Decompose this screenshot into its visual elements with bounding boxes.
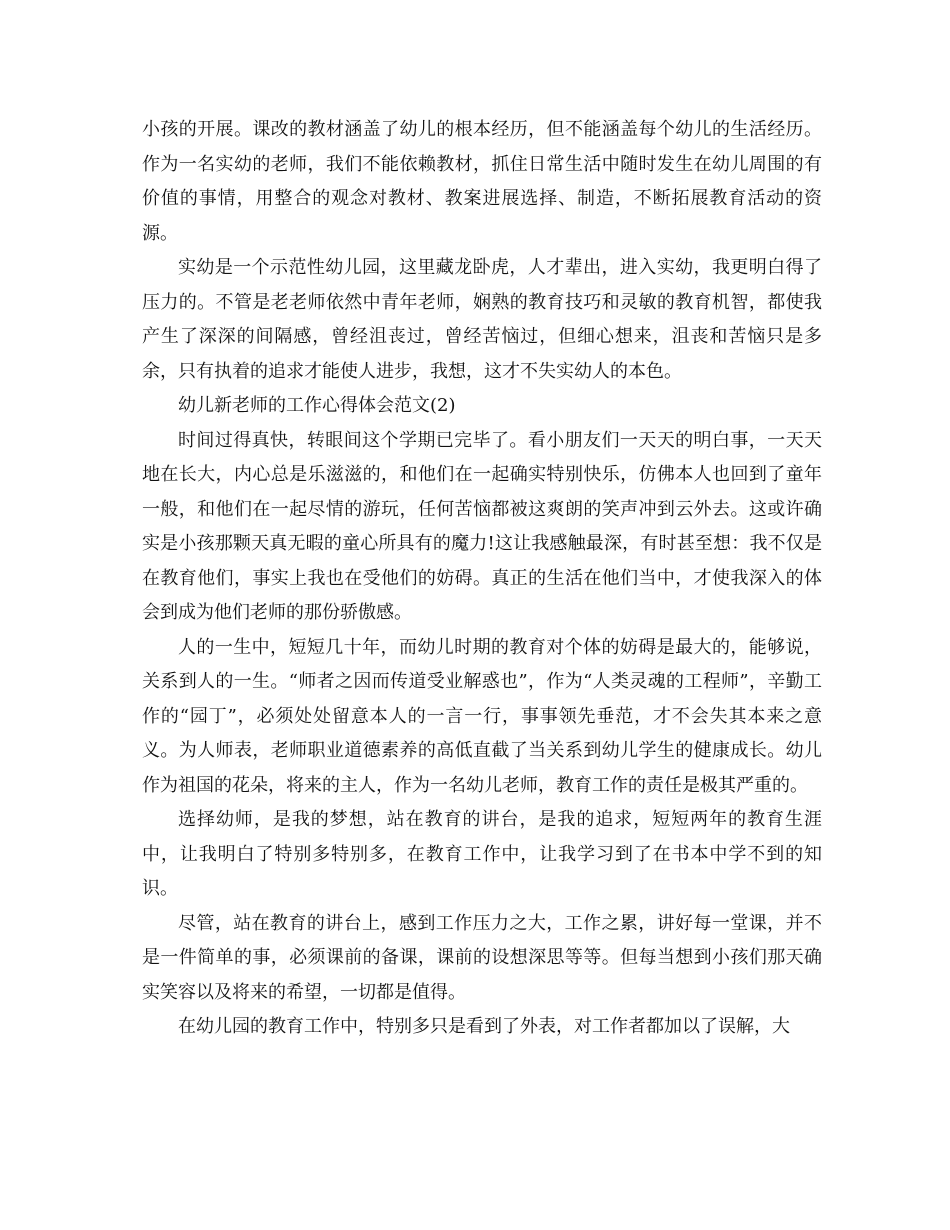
paragraph-2: 实幼是一个示范性幼儿园，这里藏龙卧虎，人才辈出，进入实幼，我更明白得了压力的。不管是老老师依然中青年老师，娴熟的教育技巧和灵敏的教育机智，都使我产生了深深的间隔感，曾经沮丧过，曾经苦恼过，但细心想来，沮丧和苦恼只是多余，只有执着的追求才能使人进步，我想，这才不失实幼人的本色。 — [142, 257, 822, 382]
paragraph-4: 人的一生中，短短几十年，而幼儿时期的教育对个体的妨碍是最大的，能够说，关系到人的一生。“师者之因而传道受业解惑也”，作为“人类灵魂的工程师”，辛勤工作的“园丁”，必须处处留意本人的一言一行，事事领先垂范，才不会失其本来之意义。为人师表，老师职业道德素养的高低直截了当关系到幼儿学生的健康成长。幼儿作为祖国的花朵，将来的主人，作为一名幼儿老师，教育工作的责任是极其严重的。 — [142, 636, 822, 796]
paragraph-5: 选择幼师，是我的梦想，站在教育的讲台，是我的追求，短短两年的教育生涯中，让我明白了特别多特别多，在教育工作中，让我学习到了在书本中学不到的知识。 — [142, 809, 822, 899]
paragraph-1: 小孩的开展。课改的教材涵盖了幼儿的根本经历，但不能涵盖每个幼儿的生活经历。作为一名实幼的老师，我们不能依赖教材，抓住日常生活中随时发生在幼儿周围的有价值的事情，用整合的观念对教材、教案进展选择、制造，不断拓展教育活动的资源。 — [142, 119, 822, 244]
paragraph-6: 尽管，站在教育的讲台上，感到工作压力之大，工作之累，讲好每一堂课，并不是一件简单的事，必须课前的备课，课前的设想深思等等。但每当想到小孩们那天确实笑容以及将来的希望，一切都是值得。 — [142, 912, 822, 1003]
paragraph-7: 在幼儿园的教育工作中，特别多只是看到了外表，对工作者都加以了误解，大 — [178, 1016, 790, 1037]
section-heading: 幼儿新老师的工作心得体会范文(2) — [178, 395, 456, 416]
document-body — [142, 113, 822, 1045]
paragraph-3: 时间过得真快，转眼间这个学期已完毕了。看小朋友们一天天的明白事，一天天地在长大，内心总是乐滋滋的，和他们在一起确实特别快乐，仿佛本人也回到了童年一般，和他们在一起尽情的游玩，任何苦恼都被这爽朗的笑声冲到云外去。这或许确实是小孩那颗天真无暇的童心所具有的魔力!这让我感触最深，有时甚至想：我不仅是在教育他们，事实上我也在受他们的妨碍。真正的生活在他们当中，才使我深入的体会到成为他们老师的那份骄傲感。 — [142, 429, 822, 623]
